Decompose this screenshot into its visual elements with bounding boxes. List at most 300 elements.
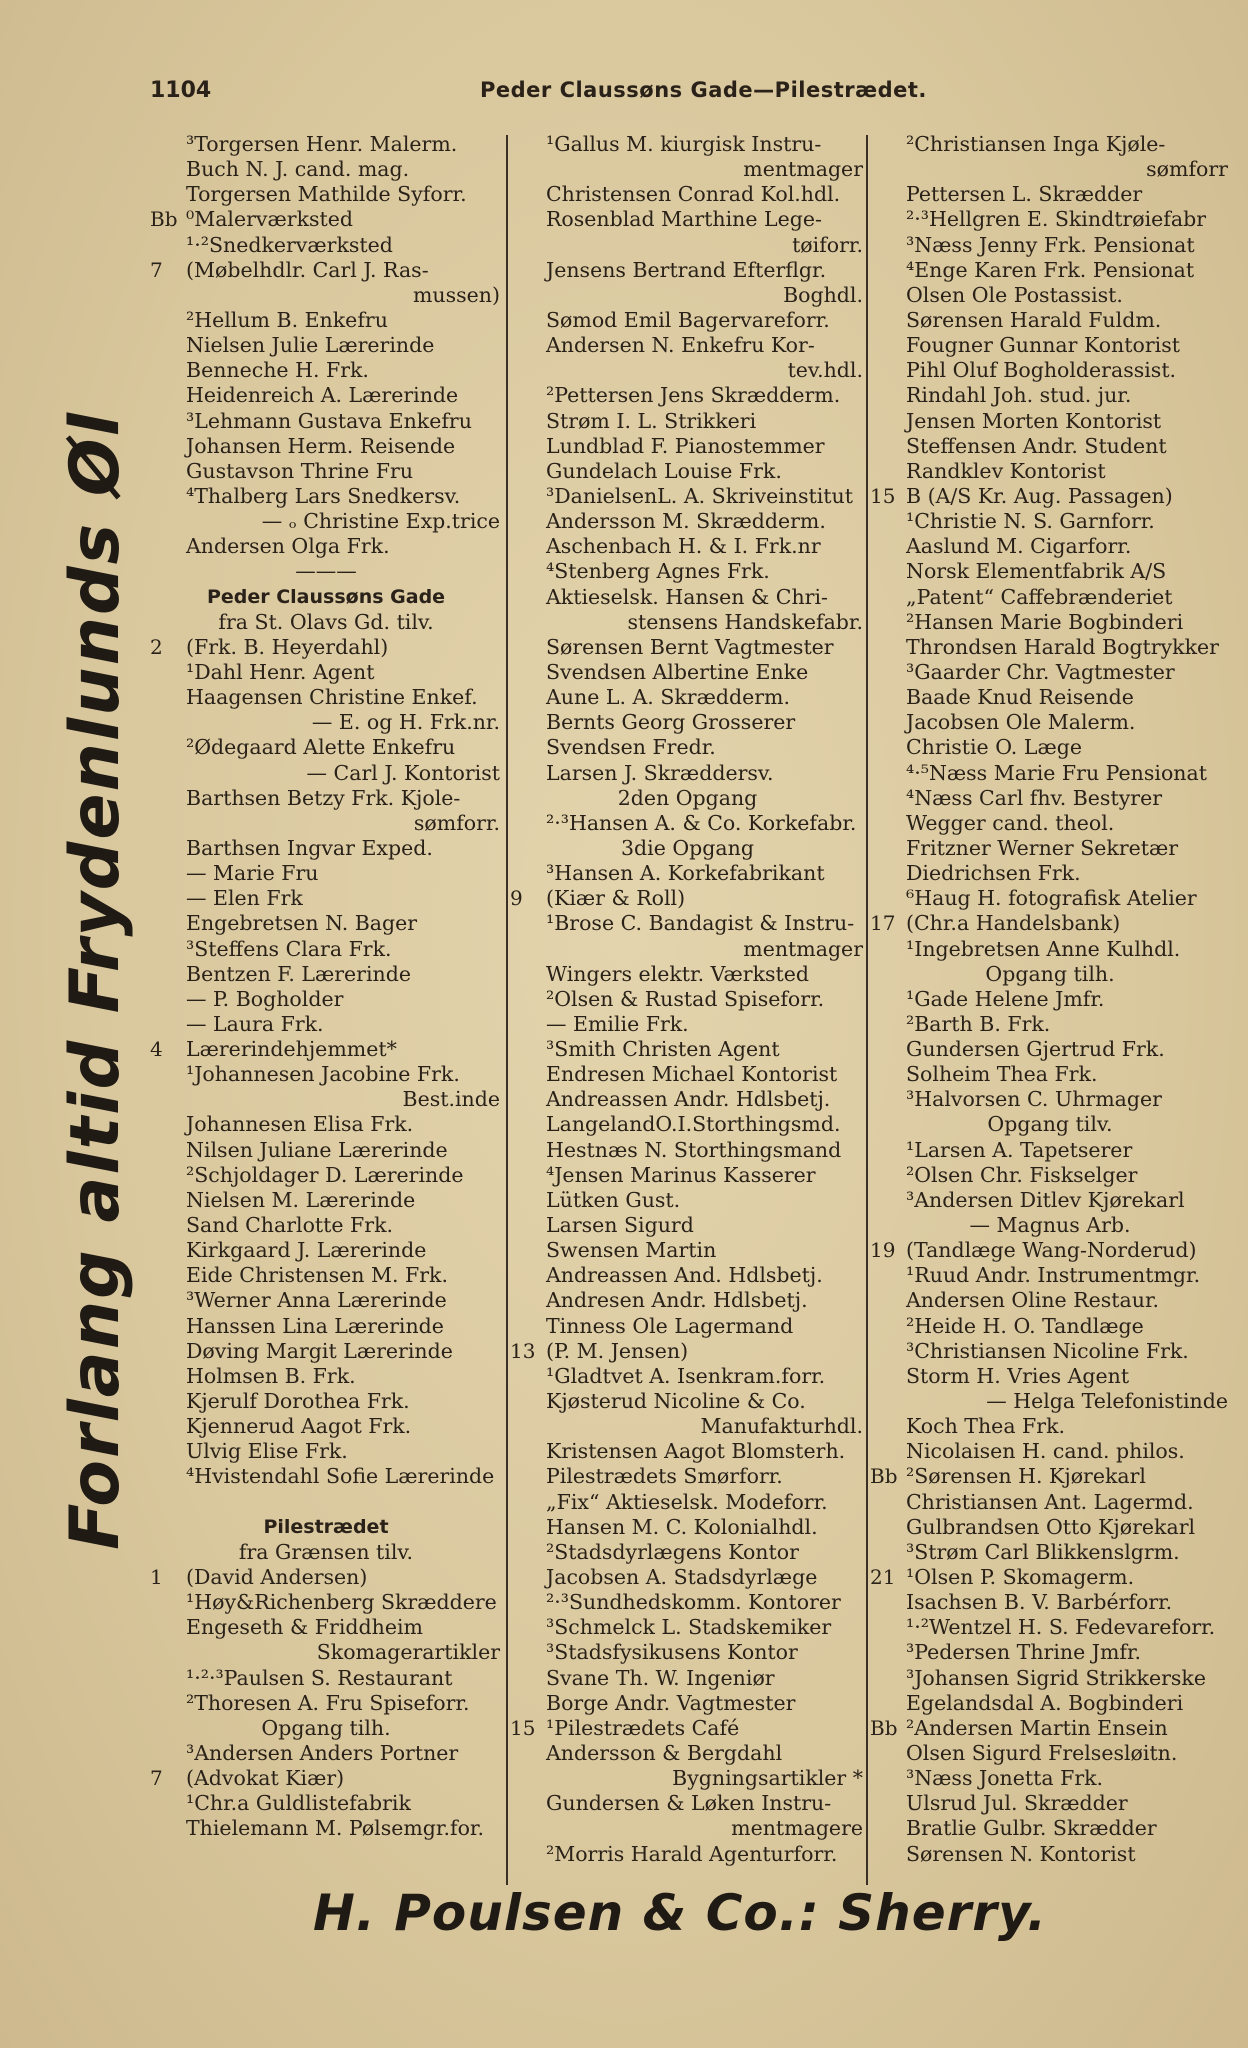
entry-text: Sørensen Bernt Vagtmester [546, 634, 834, 659]
entry-text: ²Olsen Chr. Fiskselger [906, 1162, 1138, 1187]
directory-entry [150, 258, 502, 283]
directory-column-1 [150, 132, 502, 1842]
directory-entry [150, 1138, 502, 1163]
directory-entry [150, 1439, 502, 1464]
directory-entry [870, 233, 1230, 258]
directory-entry [150, 886, 502, 911]
house-number: 4 [150, 1037, 163, 1062]
directory-entry [510, 1339, 865, 1364]
directory-column-2 [510, 132, 865, 1867]
directory-entry [510, 685, 865, 710]
directory-entry [510, 1515, 865, 1540]
directory-entry [870, 1263, 1230, 1288]
directory-entry [870, 610, 1230, 635]
entry-text: ³Hansen A. Korkefabrikant [546, 861, 825, 886]
directory-entry [150, 559, 502, 584]
directory-entry [510, 157, 865, 182]
entry-text: ³Johansen Sigrid Strikkerske [906, 1665, 1206, 1690]
entry-text: sømforr [1146, 157, 1228, 182]
entry-text: ¹Dahl Henr. Agent [186, 659, 375, 684]
directory-entry [150, 308, 502, 333]
entry-text: ³Torgersen Henr. Malerm. [186, 132, 458, 156]
entry-text: Gundersen Gjertrud Frk. [906, 1037, 1165, 1062]
entry-text: Kjennerud Aagot Frk. [186, 1414, 412, 1439]
directory-entry [510, 459, 865, 484]
house-number: 21 [870, 1565, 896, 1590]
directory-entry [870, 735, 1230, 760]
directory-entry [510, 434, 865, 459]
directory-entry [150, 333, 502, 358]
page-number: 1104 [150, 78, 212, 103]
directory-entry [870, 1540, 1230, 1565]
directory-entry [510, 358, 865, 383]
directory-entry [510, 962, 865, 987]
directory-entry [510, 534, 865, 559]
entry-text: Jensens Bertrand Efterflgr. [546, 257, 827, 282]
directory-entry [870, 1515, 1230, 1540]
directory-entry [150, 1314, 502, 1339]
directory-entry [870, 358, 1230, 383]
entry-text: mentmager [743, 157, 863, 182]
entry-text: Andersson M. Skrædderm. [546, 509, 826, 534]
directory-entry [510, 1087, 865, 1112]
column-divider [506, 135, 508, 1885]
entry-text: — Magnus Arb. [969, 1213, 1131, 1238]
directory-entry [870, 836, 1230, 861]
entry-text: Sørensen N. Kontorist [906, 1841, 1136, 1866]
directory-entry [870, 1439, 1230, 1464]
directory-entry [870, 1213, 1230, 1238]
entry-text: ²Schjoldager D. Lærerinde [186, 1162, 464, 1187]
entry-text: Andersen Oline Restaur. [906, 1288, 1160, 1313]
entry-text: sømforr. [413, 810, 500, 835]
entry-text: ¹Chr.a Guldlistefabrik [186, 1791, 411, 1816]
directory-entry [150, 1791, 502, 1816]
directory-entry [870, 182, 1230, 207]
entry-text: (P. M. Jensen) [546, 1338, 689, 1363]
entry-text: Holmsen B. Frk. [186, 1363, 356, 1388]
directory-entry [510, 1791, 865, 1816]
entry-text: Manufakturhdl. [700, 1414, 863, 1439]
directory-entry [510, 911, 865, 936]
directory-entry [150, 233, 502, 258]
directory-entry [150, 207, 502, 232]
entry-text: Gundelach Louise Frk. [546, 458, 782, 483]
entry-text: ²·³Hellgren E. Skindtrøiefabr [906, 207, 1206, 232]
entry-text: Bernts Georg Grosserer [546, 710, 796, 735]
directory-entry [870, 1464, 1230, 1489]
directory-entry [150, 911, 502, 936]
house-number: 17 [870, 911, 896, 936]
entry-text: Sømod Emil Bagervareforr. [546, 307, 830, 332]
directory-entry [870, 1062, 1230, 1087]
house-number: Bb [870, 1464, 898, 1489]
entry-text: Jacobsen Ole Malerm. [906, 710, 1136, 735]
directory-entry [870, 383, 1230, 408]
entry-text: Aune L. A. Skrædderm. [546, 685, 791, 710]
directory-entry [510, 1565, 865, 1590]
directory-entry [150, 1389, 502, 1414]
directory-entry [870, 1288, 1230, 1313]
directory-entry [510, 861, 865, 886]
house-number: Bb [870, 1715, 898, 1740]
entry-text: Nielsen Julie Lærerinde [186, 333, 435, 358]
entry-text: Pilestrædets Smørforr. [546, 1464, 783, 1489]
directory-entry [510, 635, 865, 660]
directory-entry [870, 761, 1230, 786]
entry-text: mussen) [412, 282, 500, 307]
entry-text: Baade Knud Reisende [906, 685, 1134, 710]
house-number: 7 [150, 257, 163, 282]
entry-text: (David Andersen) [186, 1565, 368, 1590]
directory-entry [870, 132, 1230, 157]
entry-text: Heidenreich A. Lærerinde [186, 383, 459, 408]
directory-entry [510, 1364, 865, 1389]
entry-text: mentmager [743, 936, 863, 961]
entry-text: ³Stadsfysikusens Kontor [546, 1640, 798, 1665]
entry-text: Opgang tilh. [261, 1715, 391, 1740]
directory-entry [870, 1716, 1230, 1741]
column-divider [866, 135, 868, 1885]
directory-entry [870, 861, 1230, 886]
directory-entry [150, 1364, 502, 1389]
entry-text: — P. Bogholder [186, 986, 344, 1011]
entry-text: stensens Handskefabr. [627, 609, 863, 634]
directory-entry [150, 409, 502, 434]
entry-text: Larsen Sigurd [546, 1213, 694, 1238]
directory-entry [150, 1339, 502, 1364]
entry-text: mentmagere [731, 1816, 863, 1841]
directory-entry [510, 1163, 865, 1188]
directory-entry [870, 333, 1230, 358]
directory-entry [150, 735, 502, 760]
entry-text: 3die Opgang [621, 835, 754, 860]
directory-entry [150, 1062, 502, 1087]
entry-text: Svane Th. W. Ingeniør [546, 1665, 775, 1690]
entry-text: Norsk Elementfabrik A/S [906, 559, 1167, 584]
entry-text: Aktieselsk. Hansen & Chri- [546, 584, 828, 609]
directory-entry [870, 937, 1230, 962]
directory-entry [510, 786, 865, 811]
side-ad-text: Forlang altid Frydenlunds Øl [55, 410, 135, 1550]
entry-text: ¹·²Wentzel H. S. Fedevareforr. [906, 1615, 1216, 1640]
directory-entry [510, 610, 865, 635]
directory-entry [870, 585, 1230, 610]
directory-entry [870, 1590, 1230, 1615]
entry-text: ³Schmelck L. Stadskemiker [546, 1615, 832, 1640]
directory-entry [150, 182, 502, 207]
entry-text: ³Strøm Carl Blikkenslgrm. [906, 1539, 1180, 1564]
directory-entry [150, 1540, 502, 1565]
directory-entry [150, 1288, 502, 1313]
entry-text: Skomagerartikler [316, 1640, 500, 1665]
directory-entry [510, 1766, 865, 1791]
entry-text: Rosenblad Marthine Lege- [546, 207, 822, 232]
directory-entry [150, 1565, 502, 1590]
entry-text: — Helga Telefonistinde [986, 1389, 1228, 1414]
entry-text: ¹Johannesen Jacobine Frk. [186, 1062, 460, 1087]
directory-entry [150, 635, 502, 660]
entry-text: ²Barth B. Frk. [906, 1011, 1051, 1036]
directory-entry [510, 283, 865, 308]
directory-entry [870, 710, 1230, 735]
directory-entry [510, 509, 865, 534]
directory-entry [510, 1464, 865, 1489]
entry-text: ³Steffens Clara Frk. [186, 936, 392, 961]
entry-text: Christie O. Læge [906, 735, 1082, 760]
entry-text: Svendsen Albertine Enke [546, 659, 809, 684]
house-number: 7 [150, 1766, 163, 1791]
directory-entry [510, 1716, 865, 1741]
directory-entry [870, 987, 1230, 1012]
directory-entry [870, 1339, 1230, 1364]
entry-text: Wingers elektr. Værksted [546, 961, 810, 986]
directory-entry [870, 635, 1230, 660]
directory-entry [510, 1741, 865, 1766]
entry-text: Rindahl Joh. stud. jur. [906, 383, 1132, 408]
entry-text: Solheim Thea Frk. [906, 1062, 1098, 1087]
directory-entry [150, 1666, 502, 1691]
entry-text: (Advokat Kiær) [186, 1766, 345, 1791]
entry-text: ⁰Malerværksted [186, 207, 354, 232]
entry-text: — Elen Frk [186, 886, 303, 911]
entry-text: ³Pedersen Thrine Jmfr. [906, 1640, 1142, 1665]
entry-text: Johansen Herm. Reisende [186, 433, 456, 458]
entry-text: — Marie Fru [186, 861, 319, 886]
entry-text: ⁶Haug H. fotografisk Atelier [906, 886, 1197, 911]
directory-entry [150, 1741, 502, 1766]
entry-text: ——— [295, 559, 357, 584]
entry-text: Nielsen M. Lærerinde [186, 1187, 416, 1212]
directory-entry [510, 1615, 865, 1640]
entry-text: Christensen Conrad Kol.hdl. [546, 182, 841, 207]
house-number: 13 [510, 1338, 536, 1363]
entry-text: ²Morris Harald Agenturforr. [546, 1841, 838, 1866]
entry-text: ³Gaarder Chr. Vagtmester [906, 659, 1175, 684]
entry-text: LangelandO.I.Storthingsmd. [546, 1112, 841, 1137]
directory-entry [870, 509, 1230, 534]
entry-text: ¹Pilestrædets Café [546, 1715, 740, 1740]
directory-entry [510, 132, 865, 157]
entry-text: Andreassen Andr. Hdlsbetj. [546, 1087, 831, 1112]
entry-text: Boghdl. [783, 282, 863, 307]
entry-text: Lütken Gust. [546, 1187, 681, 1212]
entry-text: Johannesen Elisa Frk. [186, 1112, 414, 1137]
directory-entry [870, 962, 1230, 987]
directory-entry [510, 1314, 865, 1339]
directory-entry [150, 836, 502, 861]
entry-text: ³Halvorsen C. Uhrmager [906, 1087, 1162, 1112]
directory-entry [150, 1213, 502, 1238]
entry-text: — ₒ Christine Exp.trice [261, 509, 500, 534]
page-header [150, 78, 1210, 110]
directory-entry [150, 1691, 502, 1716]
directory-entry [510, 559, 865, 584]
directory-entry [870, 911, 1230, 936]
directory-entry [510, 1112, 865, 1137]
directory-entry [150, 1640, 502, 1665]
directory-entry [870, 283, 1230, 308]
section-heading [150, 1515, 502, 1540]
directory-entry [150, 1012, 502, 1037]
entry-text: Kirkgaard J. Lærerinde [186, 1238, 427, 1263]
entry-text: ³Smith Christen Agent [546, 1037, 780, 1062]
directory-entry [150, 811, 502, 836]
entry-text: Kjøsterud Nicoline & Co. [546, 1389, 806, 1414]
directory-entry [510, 1490, 865, 1515]
directory-entry [870, 559, 1230, 584]
directory-entry [150, 1490, 502, 1515]
directory-entry [510, 207, 865, 232]
entry-text: Opgang tilh. [985, 961, 1115, 986]
entry-text: Sørensen Harald Fuldm. [906, 307, 1162, 332]
running-title: Peder Claussøns Gade—Pilestrædet. [480, 78, 927, 102]
directory-entry [510, 1238, 865, 1263]
directory-entry [510, 182, 865, 207]
entry-text: ⁴Stenberg Agnes Frk. [546, 559, 770, 584]
entry-text: Benneche H. Frk. [186, 358, 369, 383]
directory-entry [510, 1590, 865, 1615]
directory-entry [510, 1666, 865, 1691]
directory-entry [150, 1238, 502, 1263]
entry-text: Fritzner Werner Sekretær [906, 835, 1179, 860]
directory-entry [510, 660, 865, 685]
directory-entry [870, 660, 1230, 685]
directory-entry [150, 1766, 502, 1791]
side-advertisement [40, 410, 150, 1550]
entry-text: Sand Charlotte Frk. [186, 1213, 394, 1238]
directory-entry [150, 685, 502, 710]
entry-text: Ulvig Elise Frk. [186, 1439, 348, 1464]
entry-text: Gulbrandsen Otto Kjørekarl [906, 1514, 1196, 1539]
entry-text: — Carl J. Kontorist [306, 760, 500, 785]
entry-text: B (A/S Kr. Aug. Passagen) [906, 483, 1173, 508]
directory-entry [870, 434, 1230, 459]
house-number: 9 [510, 886, 523, 911]
directory-entry [510, 1263, 865, 1288]
directory-entry [510, 811, 865, 836]
directory-entry [150, 1590, 502, 1615]
entry-text: Bentzen F. Lærerinde [186, 961, 411, 986]
entry-text: ³Næss Jonetta Frk. [906, 1766, 1104, 1791]
entry-text: ²Andersen Martin Ensein [906, 1715, 1168, 1740]
entry-text: ⁴Hvistendahl Sofie Lærerinde [186, 1464, 495, 1489]
entry-text: ⁴Næss Carl fhv. Bestyrer [906, 785, 1162, 810]
entry-text: Egelandsdal A. Bogbinderi [906, 1690, 1184, 1715]
directory-entry [150, 1615, 502, 1640]
directory-entry [870, 811, 1230, 836]
entry-text: Wegger cand. theol. [906, 810, 1115, 835]
entry-text: Hestnæs N. Storthingsmand [546, 1137, 842, 1162]
entry-text: Døving Margit Lærerinde [186, 1338, 453, 1363]
entry-text: Randklev Kontorist [906, 458, 1106, 483]
directory-entry [510, 308, 865, 333]
directory-entry [510, 1213, 865, 1238]
directory-entry [510, 1288, 865, 1313]
directory-entry [150, 660, 502, 685]
entry-text: (Kiær & Roll) [546, 886, 686, 911]
entry-text: ⁴Enge Karen Frk. Pensionat [906, 257, 1195, 282]
entry-text: (Chr.a Handelsbank) [906, 911, 1121, 936]
entry-text: ³Næss Jenny Frk. Pensionat [906, 232, 1195, 257]
entry-text: Pilestrædet [263, 1515, 389, 1538]
entry-text: (Tandlæge Wang-Norderud) [906, 1238, 1197, 1263]
entry-text: ⁴Jensen Marinus Kasserer [546, 1162, 816, 1187]
entry-text: Gustavson Thrine Fru [186, 458, 414, 483]
entry-text: Fougner Gunnar Kontorist [906, 333, 1180, 358]
entry-text: fra Grænsen tilv. [238, 1539, 414, 1564]
entry-text: Bygningsartikler * [672, 1766, 863, 1791]
entry-text: Lundblad F. Pianostemmer [546, 433, 825, 458]
entry-text: ³Andersen Anders Portner [186, 1741, 459, 1765]
directory-entry [150, 132, 502, 157]
house-number: 15 [510, 1715, 536, 1740]
entry-text: ²Ødegaard Alette Enkefru [186, 735, 456, 760]
entry-text: Nicolaisen H. cand. philos. [906, 1439, 1185, 1464]
directory-entry [150, 383, 502, 408]
directory-entry [510, 258, 865, 283]
house-number: 2 [150, 634, 163, 659]
directory-entry [870, 786, 1230, 811]
directory-entry [870, 1138, 1230, 1163]
directory-entry [510, 1540, 865, 1565]
entry-text: — Emilie Frk. [546, 1011, 689, 1036]
entry-text: Andersson & Bergdahl [546, 1741, 783, 1765]
entry-text: ²Hellum B. Enkefru [186, 307, 388, 332]
entry-text: ²Olsen & Rustad Spiseforr. [546, 986, 825, 1011]
entry-text: „Patent“ Caffebrænderiet [906, 584, 1173, 609]
directory-entry [510, 710, 865, 735]
entry-text: ²Christiansen Inga Kjøle- [906, 132, 1166, 156]
directory-entry [150, 509, 502, 534]
directory-entry [150, 987, 502, 1012]
entry-text: tøiforr. [792, 232, 863, 257]
entry-text: ¹Christie N. S. Garnforr. [906, 509, 1155, 534]
directory-entry [870, 1364, 1230, 1389]
entry-text: ³Lehmann Gustava Enkefru [186, 408, 472, 433]
entry-text: Diedrichsen Frk. [906, 861, 1081, 886]
directory-entry [510, 1439, 865, 1464]
entry-text: Hanssen Lina Lærerinde [186, 1313, 444, 1338]
directory-entry [150, 157, 502, 182]
entry-text: Svendsen Fredr. [546, 735, 716, 760]
directory-entry [510, 409, 865, 434]
directory-entry [510, 1842, 865, 1867]
entry-text: ²Sørensen H. Kjørekarl [906, 1464, 1146, 1489]
entry-text: Engebretsen N. Bager [186, 911, 418, 936]
directory-entry [510, 383, 865, 408]
directory-entry [870, 308, 1230, 333]
entry-text: ¹Ruud Andr. Instrumentmgr. [906, 1263, 1201, 1288]
directory-entry [150, 434, 502, 459]
directory-entry [510, 836, 865, 861]
directory-entry [510, 1389, 865, 1414]
entry-text: 2den Opgang [617, 785, 758, 810]
entry-text: ³Andersen Ditlev Kjørekarl [906, 1187, 1185, 1212]
directory-entry [150, 1414, 502, 1439]
entry-text: Aaslund M. Cigarforr. [906, 534, 1132, 559]
directory-entry [870, 1666, 1230, 1691]
directory-entry [870, 534, 1230, 559]
directory-entry [510, 987, 865, 1012]
entry-text: Peder Claussøns Gade [206, 585, 446, 608]
entry-text: Olsen Sigurd Frelsesløitn. [906, 1741, 1178, 1765]
entry-text: (Møbelhdlr. Carl J. Ras- [186, 257, 429, 282]
directory-entry [150, 786, 502, 811]
directory-entry [870, 1163, 1230, 1188]
entry-text: Jacobsen A. Stadsdyrlæge [546, 1565, 818, 1590]
entry-text: Tinness Ole Lagermand [546, 1313, 794, 1338]
